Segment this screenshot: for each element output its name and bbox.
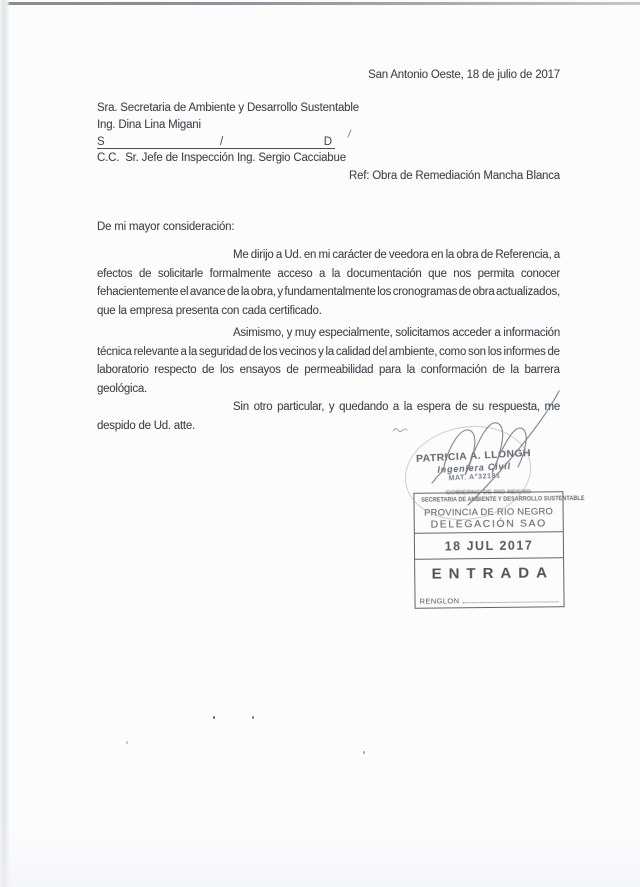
entry-stamp-renglon-row (419, 593, 559, 605)
entry-stamp-org-overlap: SECRETARIA DE AMBIENTE Y DESARROLLO SUSTENTABLE (421, 494, 585, 504)
closing-line: Sin otro particular, y quedando a la espera de su respuesta, me (233, 401, 560, 413)
entry-stamp-date: 18 JUL 2017 (444, 538, 534, 554)
entry-stamp-entrada-label: ENTRADA (431, 564, 555, 583)
paragraph-2-line: técnica relevante a la seguridad de los vecinos y la calidad del ambiente, como son los informes de (97, 345, 560, 358)
scan-top-edge (0, 2, 640, 5)
entry-stamp-divider (415, 557, 563, 560)
signer-name: PATRICIA A. LLONGH (415, 447, 532, 466)
paragraph-1-line: efectos de solicitarle formalmente acceso a la documentación que nos permita conocer (97, 267, 560, 280)
paragraph-1-line: Me dirijo a Ud. en mi carácter de veedora en la obra de Referencia, a (233, 249, 560, 261)
renglon-dotted-line (462, 601, 558, 603)
signer-title: Ingeniera Civil (437, 461, 512, 475)
recipient-line-1: Sra. Secretaria de Ambiente y Desarrollo Sustentable (97, 102, 359, 114)
paragraph-2-line: Asimismo, y muy especialmente, solicitamos acceder a información (233, 327, 560, 339)
sd-left-letter: S (97, 136, 105, 148)
paper-speck (126, 741, 128, 744)
s-d-underline (97, 134, 335, 149)
entry-stamp-renglon-label: RENGLON (419, 596, 460, 606)
sd-slash: / (220, 136, 224, 148)
salutation: De mi mayor consideración: (97, 221, 235, 233)
entry-stamp-divider (415, 531, 563, 534)
date-line: San Antonio Oeste, 18 de julio de 2017 (368, 69, 560, 81)
paragraph-1-line: fehacientemente el avance de la obra, y fundamentalmente los cronogramas de obra actualizados, (97, 286, 560, 298)
closing-line: despido de Ud. atte. (97, 419, 195, 432)
signer-registration: MAT. A°32181 (448, 472, 501, 483)
pen-tick-mark (346, 129, 354, 139)
entry-stamp-org-overlap-top: GOBIERNO DE RIO NEGRO (445, 488, 532, 497)
signer-name-stamp (407, 447, 540, 485)
paragraph-2-line: laboratorio respecto de los ensayos de permeabilidad para la conformación de la barrera (97, 364, 560, 376)
paper-speck (213, 716, 215, 719)
paragraph-1 (97, 246, 560, 320)
paper-speck (363, 751, 365, 754)
paragraph-2-line: geológica. (97, 382, 147, 395)
scan-left-edge (0, 0, 10, 887)
recipient-line-2: Ing. Dina Lina Migani (97, 119, 201, 131)
entry-stamp-province: PROVINCIA DE RIO NEGRO (424, 506, 554, 519)
reference-line: Ref: Obra de Remediación Mancha Blanca (348, 170, 560, 182)
closing-paragraph (97, 398, 560, 435)
entry-stamp (413, 488, 585, 609)
cc-line: C.C. Sr. Jefe de Inspección Ing. Sergio Cacciabue (97, 152, 346, 164)
sd-right-letter: D (323, 136, 332, 148)
entry-stamp-delegation: DELEGACIÓN SAO (430, 517, 547, 531)
paragraph-2 (97, 324, 560, 398)
scan-bottom-shade (0, 827, 640, 887)
paper-speck (252, 716, 254, 719)
paragraph-1-line: que la empresa presenta con cada certificado. (97, 304, 322, 317)
